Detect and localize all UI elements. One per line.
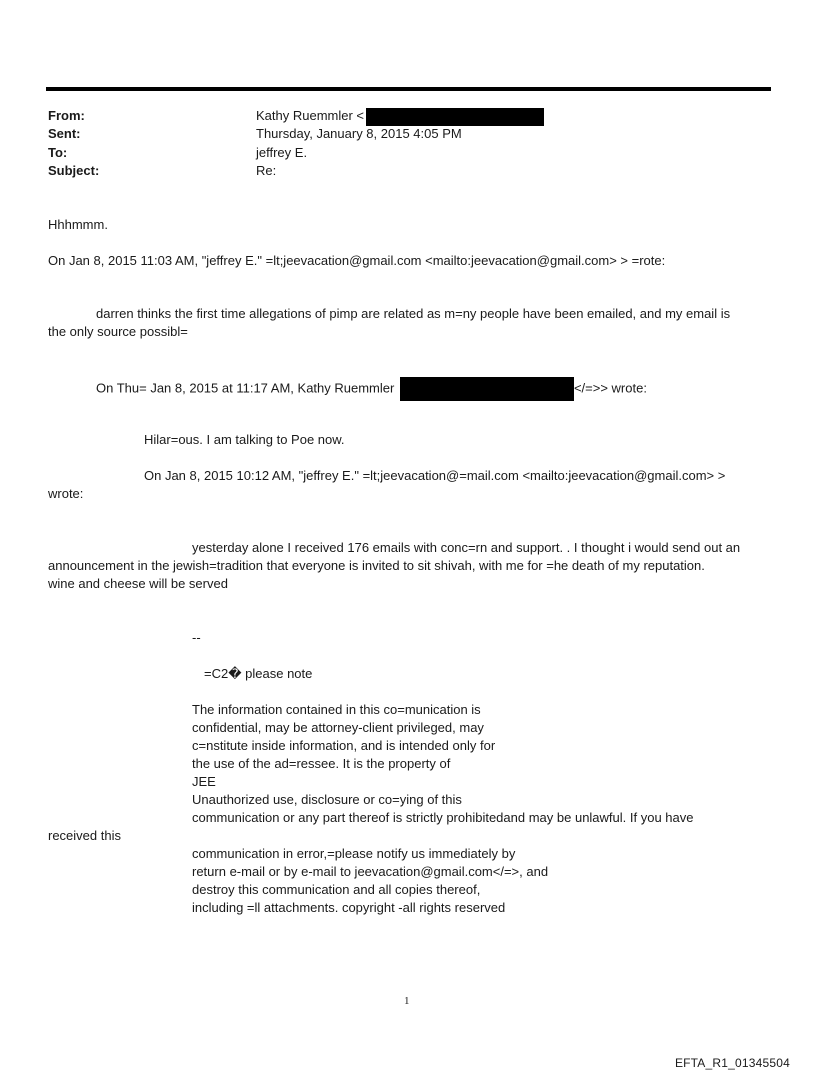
disclaimer-line: JEE bbox=[192, 774, 216, 789]
disclaimer-line: c=nstitute inside information, and is intended only for bbox=[192, 738, 496, 753]
quote3-text-line1: yesterday alone I received 176 emails with conc=rn and support. . I thought i would send out an bbox=[192, 540, 741, 555]
to-value: jeffrey E. bbox=[256, 145, 308, 160]
signature-dashes: -- bbox=[192, 630, 201, 645]
from-name: Kathy Ruemmler < bbox=[256, 108, 365, 123]
quote2-header bbox=[96, 377, 647, 401]
quote3-text-line3: wine and cheese will be served bbox=[48, 576, 228, 591]
signature-note: =C2� please note bbox=[204, 666, 313, 681]
bates-id: EFTA_R1_01345504 bbox=[674, 1056, 790, 1070]
sent-label: Sent: bbox=[48, 126, 81, 141]
sent-value: Thursday, January 8, 2015 4:05 PM bbox=[256, 126, 462, 141]
quote3-header-line2: wrote: bbox=[48, 486, 84, 501]
disclaimer-line: including =ll attachments. copyright -all rights reserved bbox=[192, 900, 506, 915]
from-value bbox=[256, 107, 544, 126]
disclaimer-line: communication in error,=please notify us immediately by bbox=[192, 846, 516, 861]
header-divider bbox=[46, 87, 771, 91]
disclaimer-line: the use of the ad=ressee. It is the property of bbox=[192, 756, 451, 771]
to-label: To: bbox=[48, 145, 68, 160]
quote1-text-line1: darren thinks the first time allegations of pimp are related as m=ny people have been emailed, and my email is bbox=[96, 306, 731, 321]
page-number: 1 bbox=[404, 995, 410, 1007]
subject-value: Re: bbox=[256, 163, 277, 178]
quote1-header: On Jan 8, 2015 11:03 AM, "jeffrey E." =lt;jeevacation@gmail.com <mailto:jeevacation@gmail.com> > =rote: bbox=[48, 253, 666, 268]
disclaimer-wrap: received this bbox=[48, 828, 121, 843]
quote3-text-line2: announcement in the jewish=tradition that everyone is invited to sit shivah, with me for =he death of my reputation. bbox=[48, 558, 705, 573]
quote2-header-suffix: </=>> wrote: bbox=[573, 380, 647, 396]
disclaimer-line: Unauthorized use, disclosure or co=ying of this bbox=[192, 792, 462, 807]
quote1-text-line2: the only source possibl= bbox=[48, 324, 188, 339]
subject-label: Subject: bbox=[48, 163, 100, 178]
greeting: Hhhmmm. bbox=[48, 217, 108, 232]
disclaimer-line: confidential, may be attorney-client privileged, may bbox=[192, 720, 484, 735]
quote3-header-line1: On Jan 8, 2015 10:12 AM, "jeffrey E." =lt;jeevacation@=mail.com <mailto:jeevacation@gmail.com> > bbox=[144, 468, 726, 483]
from-label: From: bbox=[48, 108, 85, 123]
quote2-text: Hilar=ous. I am talking to Poe now. bbox=[144, 432, 345, 447]
redaction-bar bbox=[366, 108, 544, 126]
quote2-header-prefix: On Thu= Jan 8, 2015 at 11:17 AM, Kathy Ruemmler bbox=[96, 380, 395, 396]
disclaimer-line: The information contained in this co=munication is bbox=[192, 702, 481, 717]
disclaimer-line: destroy this communication and all copies thereof, bbox=[192, 882, 481, 897]
redaction-bar bbox=[400, 377, 574, 401]
disclaimer-line: return e-mail or by e-mail to jeevacation@gmail.com</=>, and bbox=[192, 864, 549, 879]
disclaimer-line: communication or any part thereof is strictly prohibitedand may be unlawful. If you have bbox=[192, 810, 694, 825]
